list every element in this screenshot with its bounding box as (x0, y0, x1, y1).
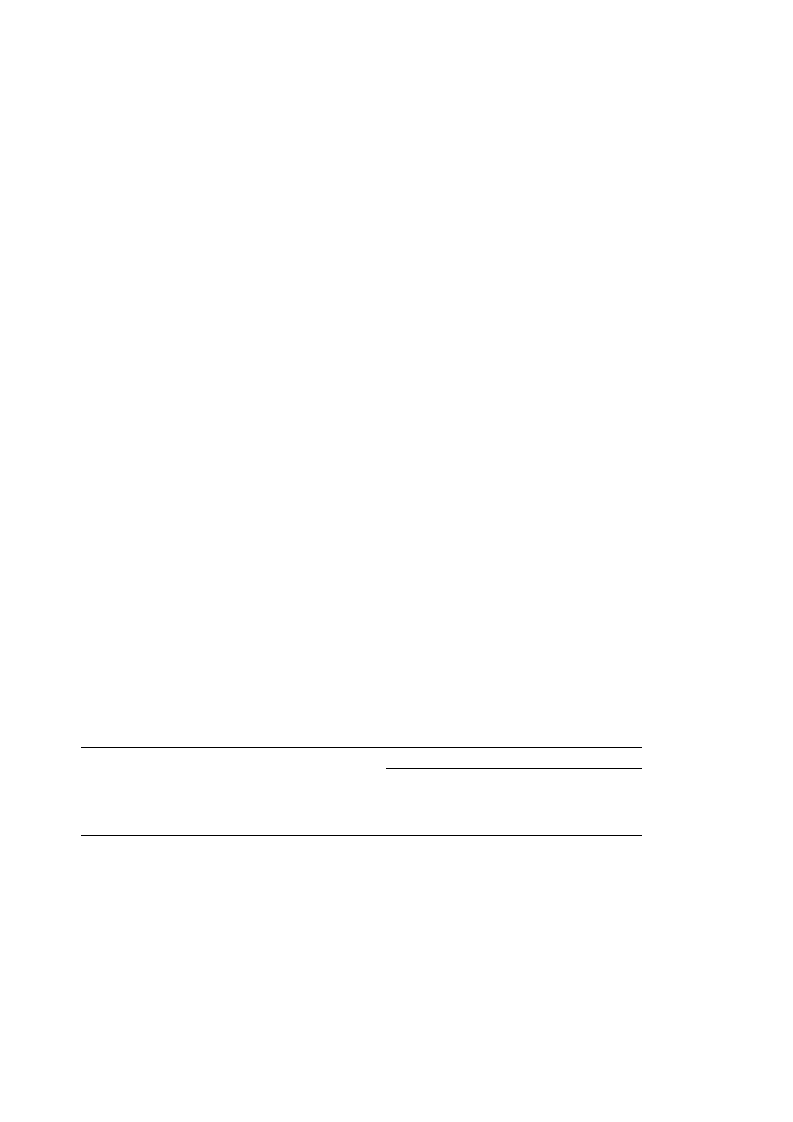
header-group-rule (386, 768, 642, 769)
header-top-rule (81, 747, 642, 748)
header-bottom-rule (81, 835, 642, 836)
